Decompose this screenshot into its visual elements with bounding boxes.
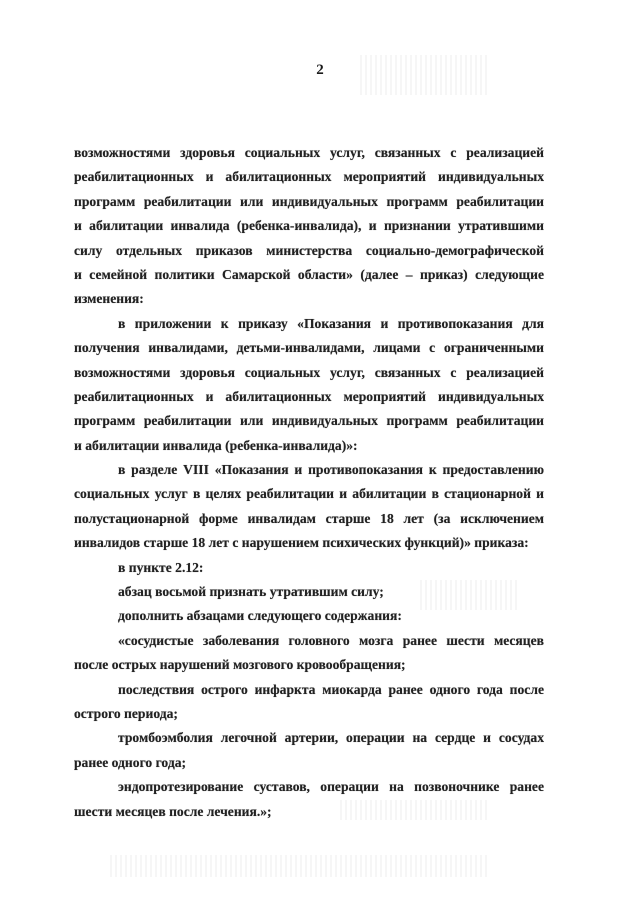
text-line: «сосудистые заболевания головного мозга ранее шести месяцев: [118, 632, 544, 648]
text-line: социальных услуг в целях реабилитации и абилитации в стационарной и: [74, 486, 544, 502]
document-body: [74, 141, 544, 824]
text-line: тромбоэмболия легочной артерии, операции на сердце и сосудах: [118, 730, 544, 746]
text-line: эндопротезирование суставов, операции на позвоночнике ранее: [118, 779, 544, 795]
text-line: реабилитационных и абилитационных мероприятий индивидуальных: [74, 388, 544, 404]
text-line: шести месяцев после лечения.»;: [74, 803, 272, 819]
text-line: изменения:: [74, 291, 144, 307]
text-line: в разделе VIII «Показания и противопоказания к предоставлению: [118, 462, 544, 478]
scan-noise: [110, 855, 490, 877]
text-line: в пункте 2.12:: [118, 559, 204, 575]
page-number: 2: [316, 62, 324, 78]
text-line: полустационарной форме инвалидам старше 18 лет (за исключением: [74, 510, 544, 526]
text-line: получения инвалидами, детьми-инвалидами, лицами с ограниченными: [74, 340, 544, 356]
text-line: в приложении к приказу «Показания и противопоказания для: [118, 315, 544, 331]
text-line: и семейной политики Самарской области» (далее – приказ) следующие: [74, 266, 544, 282]
text-line: возможностями здоровья социальных услуг, связанных с реализацией: [74, 145, 544, 160]
text-line: абзац восьмой признать утратившим силу;: [118, 584, 384, 600]
text-line: после острых нарушений мозгового кровообращения;: [74, 657, 406, 673]
text-line: острого периода;: [74, 705, 178, 721]
text-line: силу отдельных приказов министерства социально-демографической: [74, 242, 544, 258]
text-line: реабилитационных и абилитационных мероприятий индивидуальных: [74, 169, 544, 185]
text-line: последствия острого инфаркта миокарда ранее одного года после: [118, 681, 544, 697]
text-line: программ реабилитации или индивидуальных программ реабилитации: [74, 413, 544, 429]
text-line: ранее одного года;: [74, 754, 187, 770]
text-line: и абилитации инвалида (ребенка-инвалида), и признании утратившими: [74, 218, 544, 234]
text-line: инвалидов старше 18 лет с нарушением психических функций)» приказа:: [74, 535, 529, 551]
text-line: и абилитации инвалида (ребенка-инвалида)»:: [74, 437, 358, 453]
text-line: дополнить абзацами следующего содержания:: [118, 608, 402, 624]
text-line: программ реабилитации или индивидуальных программ реабилитации: [74, 193, 544, 209]
text-line: возможностями здоровья социальных услуг, связанных с реализацией: [74, 364, 544, 380]
